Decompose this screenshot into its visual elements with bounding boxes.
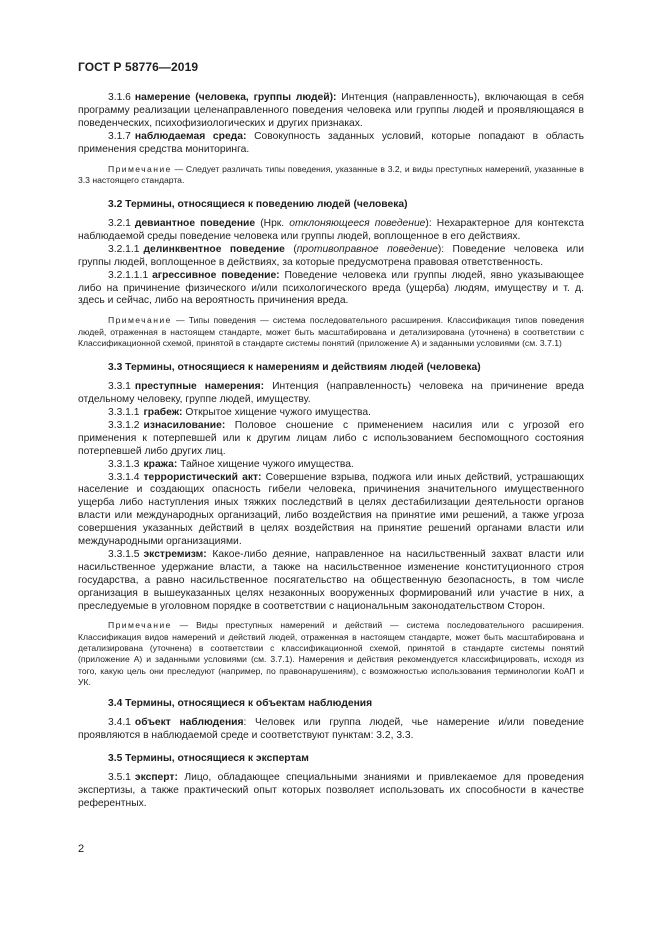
clause-text: ): Поведение человека или группы людей, воплощенное в действиях, за которые предусмотрена правовая ответственность. [78, 243, 584, 268]
clause-term: экстремизм: [143, 548, 207, 560]
clause-3-4-1 [78, 717, 584, 743]
clause-text: Половое сношение с применением насилия или с угрозой его применения к потерпевшей или к другим лицам либо с использованием беспомощного состояния потерпевшей либо других лиц. [78, 419, 584, 457]
clause-text: Тайное хищение чужого имущества. [177, 458, 354, 470]
clause-synonym: отклоняющееся поведение [289, 218, 426, 230]
clause-text: Интенция (направленность), включающая в себя программу реализации целенаправленного поведения человека или группы людей и проявляющаяся в поведенческих, психофизиологических и других признаках. [78, 92, 584, 129]
note-label: Примечание [108, 620, 172, 631]
clause-number: 3.2.1.1 [108, 243, 140, 255]
clause-number: 3.2.1.1.1 [108, 269, 149, 281]
section-title-3-5: 3.5 Термины, относящиеся к экспертам [108, 752, 309, 764]
note-label: Примечание [108, 163, 172, 174]
clause-term: грабеж: [143, 406, 183, 418]
note-3 [78, 620, 584, 688]
clause-number: 3.3.1.1 [108, 406, 140, 418]
clause-text: Открытое хищение чужого имущества. [182, 406, 371, 418]
clause-term: делинквентное поведение [143, 243, 285, 255]
clause-term: намерение (человека, группы людей): [134, 92, 337, 103]
clause-text: Какое-либо деяние, направленное на насильственный захват власти или насильственное удержание власти, а также на насильственное изменение конституционного строя государства, а равно насильственное посягательство на общественную безопасность, в том числе организация в вышеуказанных целях незаконных вооруженных формирований или участие в них, а преследуемые в уголовном порядке в соответствии с национальным законодательством Сторон. [78, 548, 584, 612]
note-label: Примечание [108, 315, 172, 326]
section-title-3-2: 3.2 Термины, относящиеся к поведению людей (человека) [108, 199, 408, 211]
clause-number: 3.2.1 [108, 218, 131, 230]
clause-text: Лицо, обладающее специальными знаниями и привлекаемое для проведения экспертизы, а также практический опыт которых позволяет использовать их способности в качестве референтных. [78, 771, 584, 809]
clause-term: агрессивное поведение: [152, 269, 280, 281]
clause-synonym: противоправное поведение [296, 243, 438, 255]
clause-text: : Человек или группа людей, чье намерение и/или поведение проявляются в наблюдаемой среде и соответствуют пунктам: 3.2, 3.3. [78, 717, 584, 742]
clause-term: преступные намерения: [134, 381, 265, 393]
clause-term: девиантное поведение [134, 218, 256, 230]
page-number: 2 [78, 843, 85, 855]
clause-term: террористический акт: [143, 471, 262, 483]
clause-3-2-1-1 [78, 244, 584, 270]
clause-text: ): Нехарактерное для контекста наблюдаемой среды поведение человека или группы людей, воплощенное в его действиях. [78, 218, 584, 242]
clause-3-3-1-2 [78, 420, 584, 459]
clause-term: эксперт: [134, 771, 178, 783]
clause-term: наблюдаемая среда: [134, 130, 247, 142]
clause-term: объект наблюдения [134, 717, 244, 729]
note-text: — Виды преступных намерений и действий — система последовательного расширения. Классификация видов намерений и действий людей, отраженная в настоящем стандарте, может быть масштабирована и детализирована (уточнена) в соответствии с классификационной схемой, принятой в стандарте системы понятий (приложение А) и заданными условиями (см. 3.7.1). Намерения и действия рекомендуется классифицировать, исходя из того, какую цель они преследуют (например, по правонарушениям), с возможностью использования терминологии КоАП и УК. [78, 620, 584, 687]
section-title-3-4: 3.4 Термины, относящиеся к объектам наблюдения [108, 698, 373, 710]
clause-text: Совершение взрыва, поджога или иных действий, устрашающих население и создающих опасность гибели человека, причинения значительного имущественного ущерба либо наступления иных тяжких последствий в целях дестабилизации деятельности органов власти или международных организаций, либо воздействия на принятие ими решений, а также угроза совершения указанных действий в целях воздействия на принятие решений органами власти или международными организациями. [78, 471, 584, 548]
clause-3-1-7 [78, 131, 584, 157]
clause-number: 3.3.1.4 [108, 471, 140, 483]
note-text: — Следует различать типы поведения, указанные в 3.2, и виды преступных намерений, указанные в 3.3 настоящего стандарта. [78, 163, 584, 185]
document-id: ГОСТ Р 58776—2019 [78, 60, 199, 74]
note-1 [78, 164, 584, 187]
section-title-3-3: 3.3 Термины, относящиеся к намерениям и действиям людей (человека) [108, 362, 481, 374]
clause-3-3-1-4 [78, 472, 584, 549]
clause-number: 3.4.1 [108, 717, 131, 729]
clause-text: ( [284, 243, 297, 255]
clause-term: изнасилование: [143, 419, 226, 431]
clause-3-3-1-5 [78, 549, 584, 614]
clause-number: 3.3.1.5 [108, 548, 140, 560]
clause-3-3-1 [78, 381, 584, 407]
clause-text: Поведение человека или группы людей, явно указывающее либо на причинение физического и/или психологического вреда (ущерба) людям, имуществу и т. д. здесь и сейчас, либо на вероятность причинения вреда. [78, 269, 584, 307]
document-body [78, 92, 584, 811]
clause-number: 3.5.1 [108, 771, 131, 783]
clause-number: 3.3.1 [108, 381, 131, 393]
clause-3-2-1-1-1 [78, 270, 584, 309]
clause-number: 3.3.1.3 [108, 458, 140, 470]
clause-text: (Нрк. [255, 218, 290, 230]
clause-number: 3.3.1.2 [108, 419, 140, 431]
clause-number: 3.1.6 [108, 92, 131, 103]
note-2 [78, 315, 584, 349]
clause-3-1-6 [78, 92, 584, 131]
note-text: — Типы поведения — система последовательного расширения. Классификация типов поведения людей, отраженная в настоящем стандарте, может быть масштабирована и детализирована (уточнена) в соответствии с Классификационной схемой, принятой в стандарте системы понятий (приложение А) и заданными условиями (см. 3.7.1) [78, 315, 584, 348]
clause-term: кража: [143, 458, 178, 470]
clause-number: 3.1.7 [108, 130, 131, 142]
clause-text: Интенция (направленность) человека на причинение вреда отдельному человеку, группе людей, имуществу. [78, 381, 584, 406]
clause-text: Совокупность заданных условий, которые попадают в область применения средства мониторинга. [78, 130, 584, 155]
clause-3-5-1 [78, 772, 584, 811]
clause-3-2-1 [78, 218, 584, 244]
clause-3-3-1-3 [78, 459, 584, 472]
clause-3-3-1-1 [78, 407, 584, 420]
